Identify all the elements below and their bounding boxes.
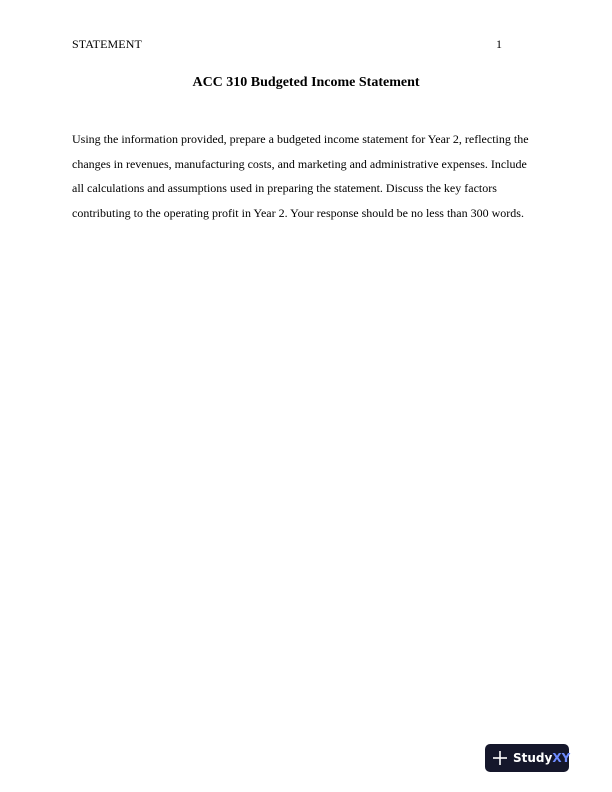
plus-icon bbox=[492, 750, 508, 766]
studyxy-watermark-badge[interactable] bbox=[485, 744, 569, 772]
running-head: STATEMENT bbox=[72, 37, 142, 51]
body-line: changes in revenues, manufacturing costs, and marketing and administrative expenses. Include bbox=[72, 156, 527, 171]
page-number: 1 bbox=[496, 37, 502, 51]
watermark-label-accent: XY bbox=[552, 751, 571, 765]
body-line: Using the information provided, prepare a budgeted income statement for Year 2, reflecting the bbox=[72, 132, 529, 146]
watermark-label bbox=[513, 751, 570, 765]
watermark-label-primary: Study bbox=[513, 751, 553, 765]
document-title: ACC 310 Budgeted Income Statement bbox=[192, 75, 420, 90]
body-line: all calculations and assumptions used in preparing the statement. Discuss the key factors bbox=[72, 181, 497, 195]
body-line: contributing to the operating profit in Year 2. Your response should be no less than 300 words. bbox=[72, 205, 524, 220]
body-paragraph bbox=[72, 127, 542, 225]
